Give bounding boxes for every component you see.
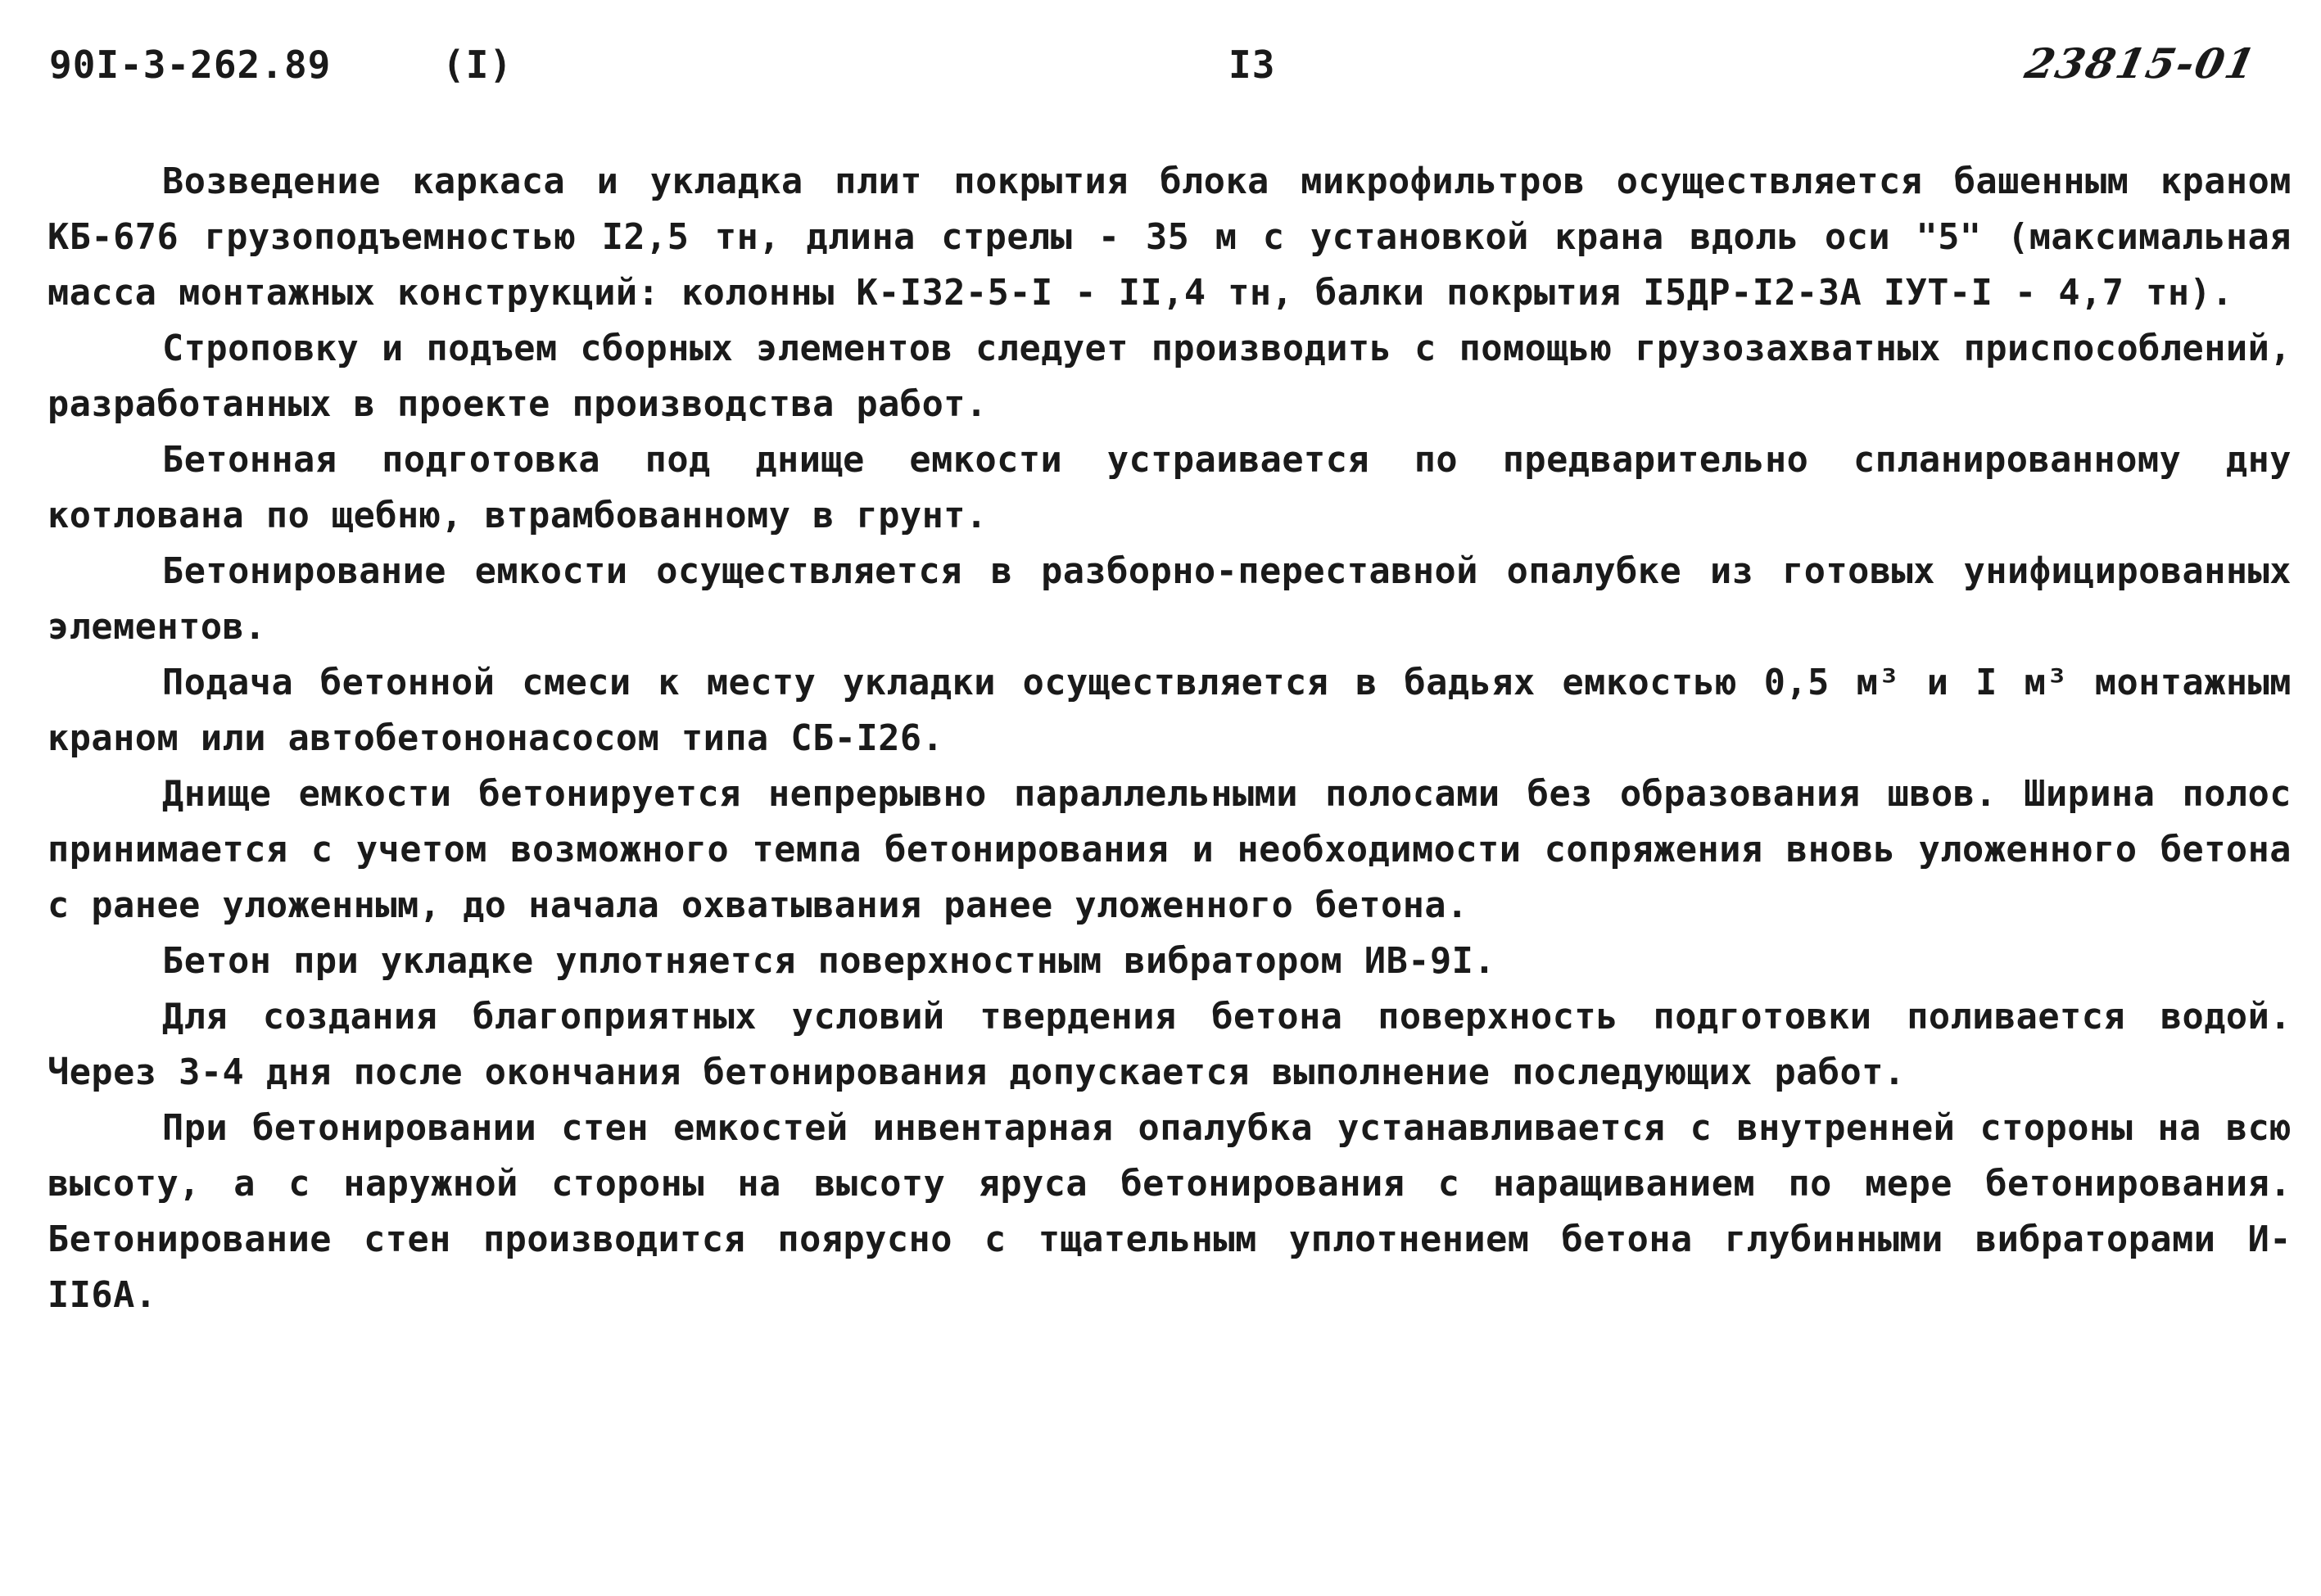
paragraph-vibration: Бетон при укладке уплотняется поверхностным вибратором ИВ-9I. [162, 941, 1496, 982]
paragraph-slinging: Строповку и подъем сборных элементов следует производить с помощью грузозахватных приспособлений, разработанных в проекте производства работ. [48, 328, 2292, 425]
handwritten-stamp: 23815-01 [2020, 39, 2261, 88]
page-number: I3 [1228, 43, 1276, 87]
paragraph-walls: При бетонировании стен емкостей инвентарная опалубка устанавливается с внутренней стороны на всю высоту, а с наружной стороны на высоту яруса бетонирования с наращиванием по мере бетонирования. Бетонирование стен производится поярусно с тщательным уплотнением бетона глубинными вибраторами И-II6А. [48, 1108, 2292, 1316]
paragraph-concrete-supply: Подача бетонной смеси к месту укладки осуществляется в бадьях емкостью 0,5 м³ и I м³ монтажным краном или автобетононасосом типа СБ-I26. [48, 662, 2292, 759]
document-body [48, 154, 2292, 1323]
sheet-mark: (I) [442, 43, 514, 87]
paragraph-concrete-base: Бетонная подготовка под днище емкости устраивается по предварительно спланированному дну котлована по щебню, втрамбованному в грунт. [48, 440, 2292, 536]
paragraph-crane: Возведение каркаса и укладка плит покрытия блока микрофильтров осуществляется башенным краном КБ-676 грузоподъемностью I2,5 тн, длина стрелы - 35 м с установкой крана вдоль оси "5" (максимальная масса монтажных конструкций: колонны К-I32-5-I - II,4 тн, балки покрытия I5ДР-I2-3А IУТ-I - 4,7 тн). [48, 161, 2292, 314]
paragraph-curing: Для создания благоприятных условий твердения бетона поверхность подготовки поливается водой. Через 3-4 дня после окончания бетонирования допускается выполнение последующих работ. [48, 997, 2292, 1093]
document-code: 90I-3-262.89 [49, 43, 332, 87]
page-header [49, 39, 2272, 100]
paragraph-formwork: Бетонирование емкости осуществляется в разборно-переставной опалубке из готовых унифицированных элементов. [48, 551, 2292, 648]
paragraph-bottom-pouring: Днище емкости бетонируется непрерывно параллельными полосами без образования швов. Ширина полос принимается с учетом возможного темпа бетонирования и необходимости сопряжения вновь уложенного бетона с ранее уложенным, до начала охватывания ранее уложенного бетона. [48, 774, 2292, 926]
